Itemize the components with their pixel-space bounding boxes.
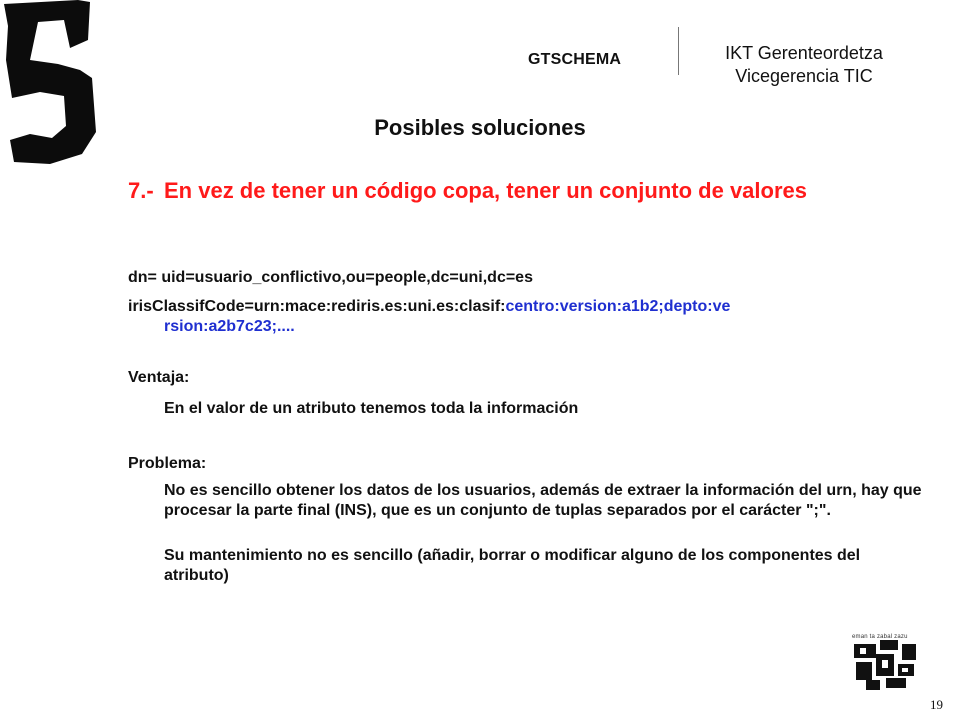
- dn-line: dn= uid=usuario_conflictivo,ou=people,dc=uni,dc=es: [128, 269, 533, 286]
- header-org-line1: IKT Gerenteordetza: [725, 43, 883, 63]
- header-divider: [678, 27, 679, 75]
- ventaja-text: En el valor de un atributo tenemos toda la información: [164, 400, 579, 417]
- brush-stroke-logo-icon: [0, 0, 110, 170]
- point-text: En vez de tener un código copa, tener un conjunto de valores: [164, 178, 807, 203]
- iris-blue-part2: rsion:a2b7c23;....: [164, 318, 295, 335]
- point-number: 7.-: [128, 178, 154, 203]
- problema-text-2: Su mantenimiento no es sencillo (añadir, borrar o modificar alguno de los componentes del atributo): [164, 547, 861, 584]
- page-number: 19: [930, 697, 943, 712]
- slide-title: Posibles soluciones: [374, 115, 586, 140]
- problema-text-1: No es sencillo obtener los datos de los usuarios, además de extraer la información del urn, hay que procesar la parte final (INS), que es un conjunto de tuplas separados por el carácter ";".: [164, 482, 922, 519]
- logo-caption: eman ta zabal zazu: [852, 634, 908, 640]
- problema-label: Problema:: [128, 455, 207, 472]
- header-label: GTSCHEMA: [528, 51, 622, 68]
- iris-blue-part1: centro:version:a1b2;depto:ve: [505, 298, 731, 315]
- iris-classif-line: [128, 297, 938, 337]
- header-org-line2: Vicegerencia TIC: [735, 66, 873, 86]
- iris-classif-first-row: [128, 297, 938, 317]
- iris-prefix: irisClassifCode=urn:mace:rediris.es:uni.es:clasif:: [128, 298, 506, 315]
- ventaja-label: Ventaja:: [128, 369, 190, 386]
- point-heading: [128, 178, 868, 204]
- header-org: [694, 42, 914, 88]
- university-crest-icon: [846, 630, 922, 694]
